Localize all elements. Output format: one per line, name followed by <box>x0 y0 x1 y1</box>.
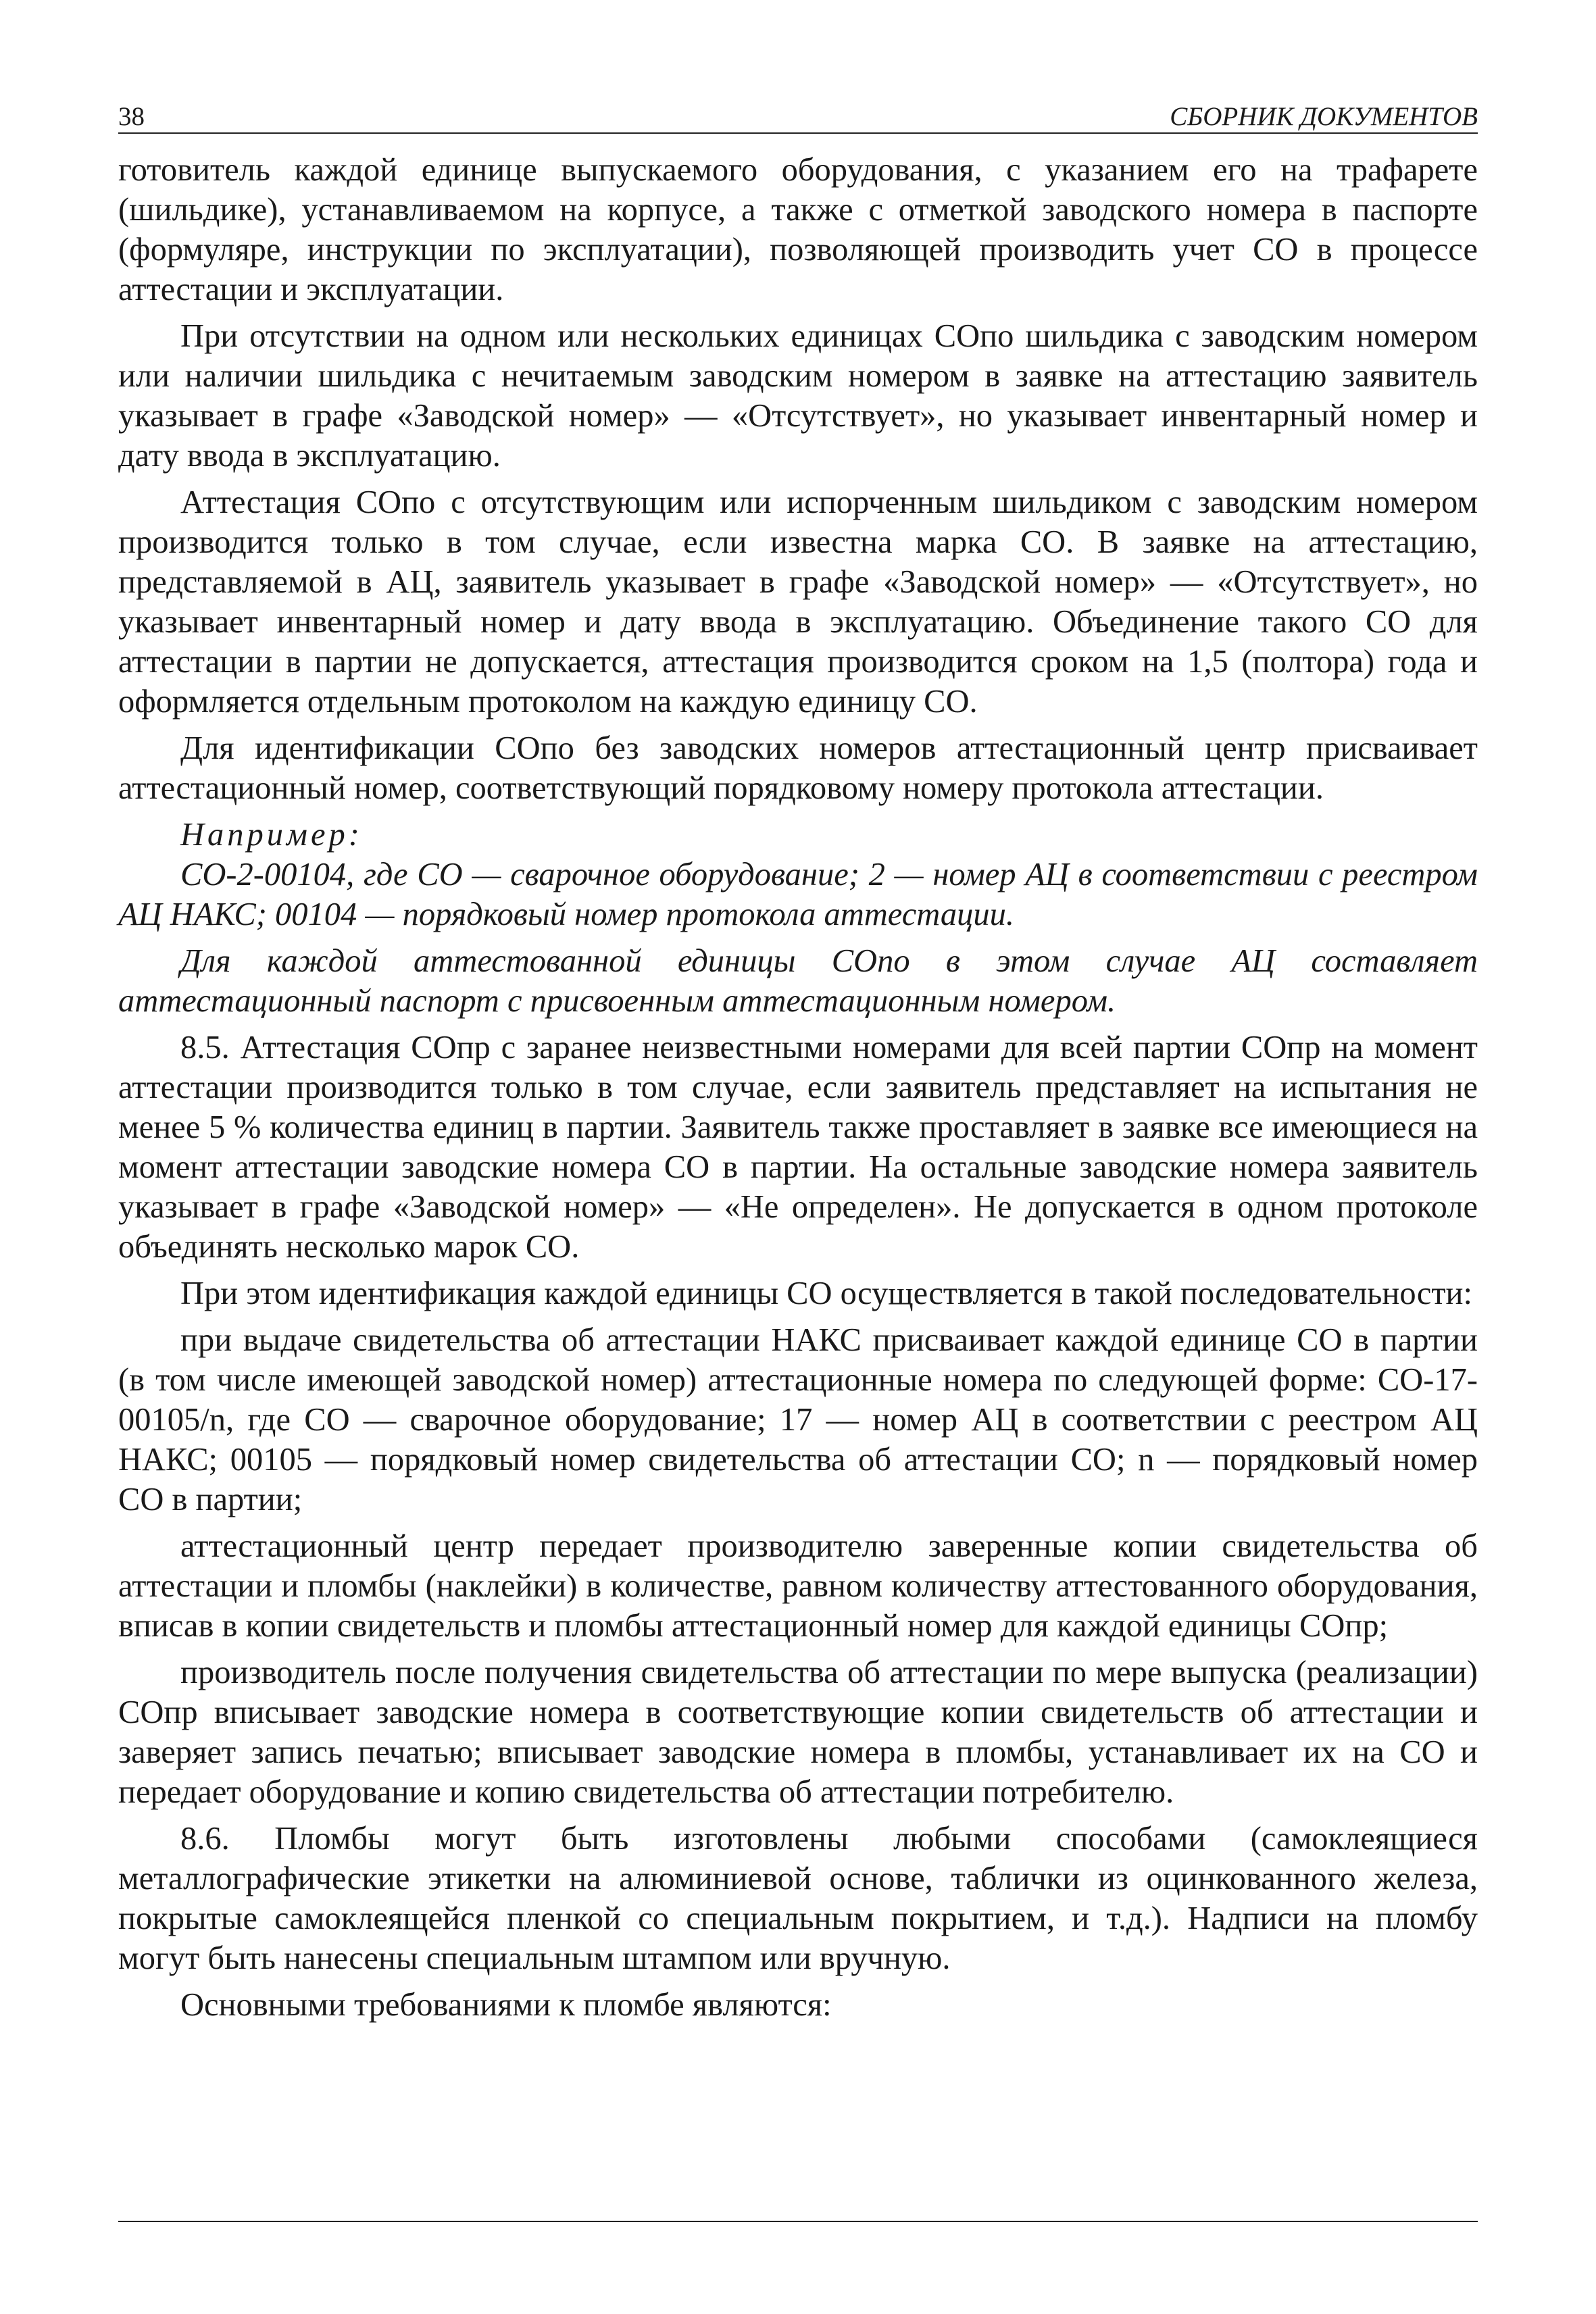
body-text <box>118 150 1478 2025</box>
running-head <box>118 101 1478 134</box>
list-item: производитель после получения свидетельства об аттестации по мере выпуска (реализации) СОпр вписывает заводские номера в соответствующие копии свидетельств об аттестации и заверяет запись печатью; вписывает заводские номера в пломбы, устанавливает их на СО и передает оборудование и копию свидетельства об аттестации потребителю. <box>118 1655 1478 1810</box>
page <box>118 101 1478 2032</box>
example-label: Например: <box>180 817 363 853</box>
page-number: 38 <box>118 102 145 131</box>
paragraph: готовитель каждой единице выпускаемого оборудования, с указанием его на трафарете (шильдике), устанавливаемом на корпусе, а также с отметкой заводского номера в паспорте (формуляре, инструкции по эксплуатации), позволяющей производить учет СО в процессе аттестации и эксплуатации. <box>118 152 1478 307</box>
paragraph: Для идентификации СОпо без заводских номеров аттестационный центр присваивает аттестационный номер, соответствующий порядковому номеру протокола аттестации. <box>118 730 1478 806</box>
example-paragraph: Для каждой аттестованной единицы СОпо в этом случае АЦ составляет аттестационный паспорт с присвоенным аттестационным номером. <box>118 943 1478 1019</box>
paragraph: При этом идентификация каждой единицы СО осуществляется в такой последовательности: <box>180 1276 1472 1311</box>
example-paragraph: СО-2-00104, где СО — сварочное оборудование; 2 — номер АЦ в соответствии с реестром АЦ НАКС; 00104 — порядковый номер протокола аттестации. <box>118 857 1478 932</box>
list-item: аттестационный центр передает производителю заверенные копии свидетельства об аттестации и пломбы (наклейки) в количестве, равном количеству аттестованного оборудования, вписав в копии свидетельств и пломбы аттестационный номер для каждой единицы СОпр; <box>118 1528 1478 1644</box>
running-title: СБОРНИК ДОКУМЕНТОВ <box>1170 102 1478 131</box>
bottom-rule <box>118 2221 1478 2222</box>
list-item: при выдаче свидетельства об аттестации НАКС присваивает каждой единице СО в партии (в том числе имеющей заводской номер) аттестационные номера по следующей форме: СО-17-00105/n, где СО — сварочное оборудование; 17 — номер АЦ в соответствии с реестром АЦ НАКС; 00105 — порядковый номер свидетельства об аттестации СО; n — порядковый номер СО в партии; <box>118 1322 1478 1517</box>
paragraph: При отсутствии на одном или нескольких единицах СОпо шильдика с заводским номером или наличии шильдика с нечитаемым заводским номером в заявке на аттестацию заявитель указывает в графе «Заводской номер» — «Отсутствует», но указывает инвентарный номер и дату ввода в эксплуатацию. <box>118 318 1478 474</box>
section-paragraph: 8.5. Аттестация СОпр с заранее неизвестными номерами для всей партии СОпр на момент аттестации производится только в том случае, если заявитель представляет на испытания не менее 5 % количества единиц в партии. Заявитель также проставляет в заявке все имеющиеся на момент аттестации заводские номера СО в партии. На остальные заводские номера заявитель указывает в графе «Заводской номер» — «Не определен». Не допускается в одном протоколе объединять несколько марок СО. <box>118 1030 1478 1265</box>
section-paragraph: 8.6. Пломбы могут быть изготовлены любыми способами (самоклеящиеся металлографические этикетки на алюминиевой основе, таблички из оцинкованного железа, покрытые самоклеящейся пленкой со специальным покрытием, и т.д.). Надписи на пломбу могут быть нанесены специальным штампом или вручную. <box>118 1821 1478 1976</box>
paragraph: Основными требованиями к пломбе являются: <box>180 1987 832 2023</box>
paragraph: Аттестация СОпо с отсутствующим или испорченным шильдиком с заводским номером производится только в том случае, если известна марка СО. В заявке на аттестацию, представляемой в АЦ, заявитель указывает в графе «Заводской номер» — «Отсутствует», но указывает инвентарный номер и дату ввода в эксплуатацию. Объединение такого СО для аттестации в партии не допускается, аттестация производится сроком на 1,5 (полтора) года и оформляется отдельным протоколом на каждую единицу СО. <box>118 484 1478 720</box>
